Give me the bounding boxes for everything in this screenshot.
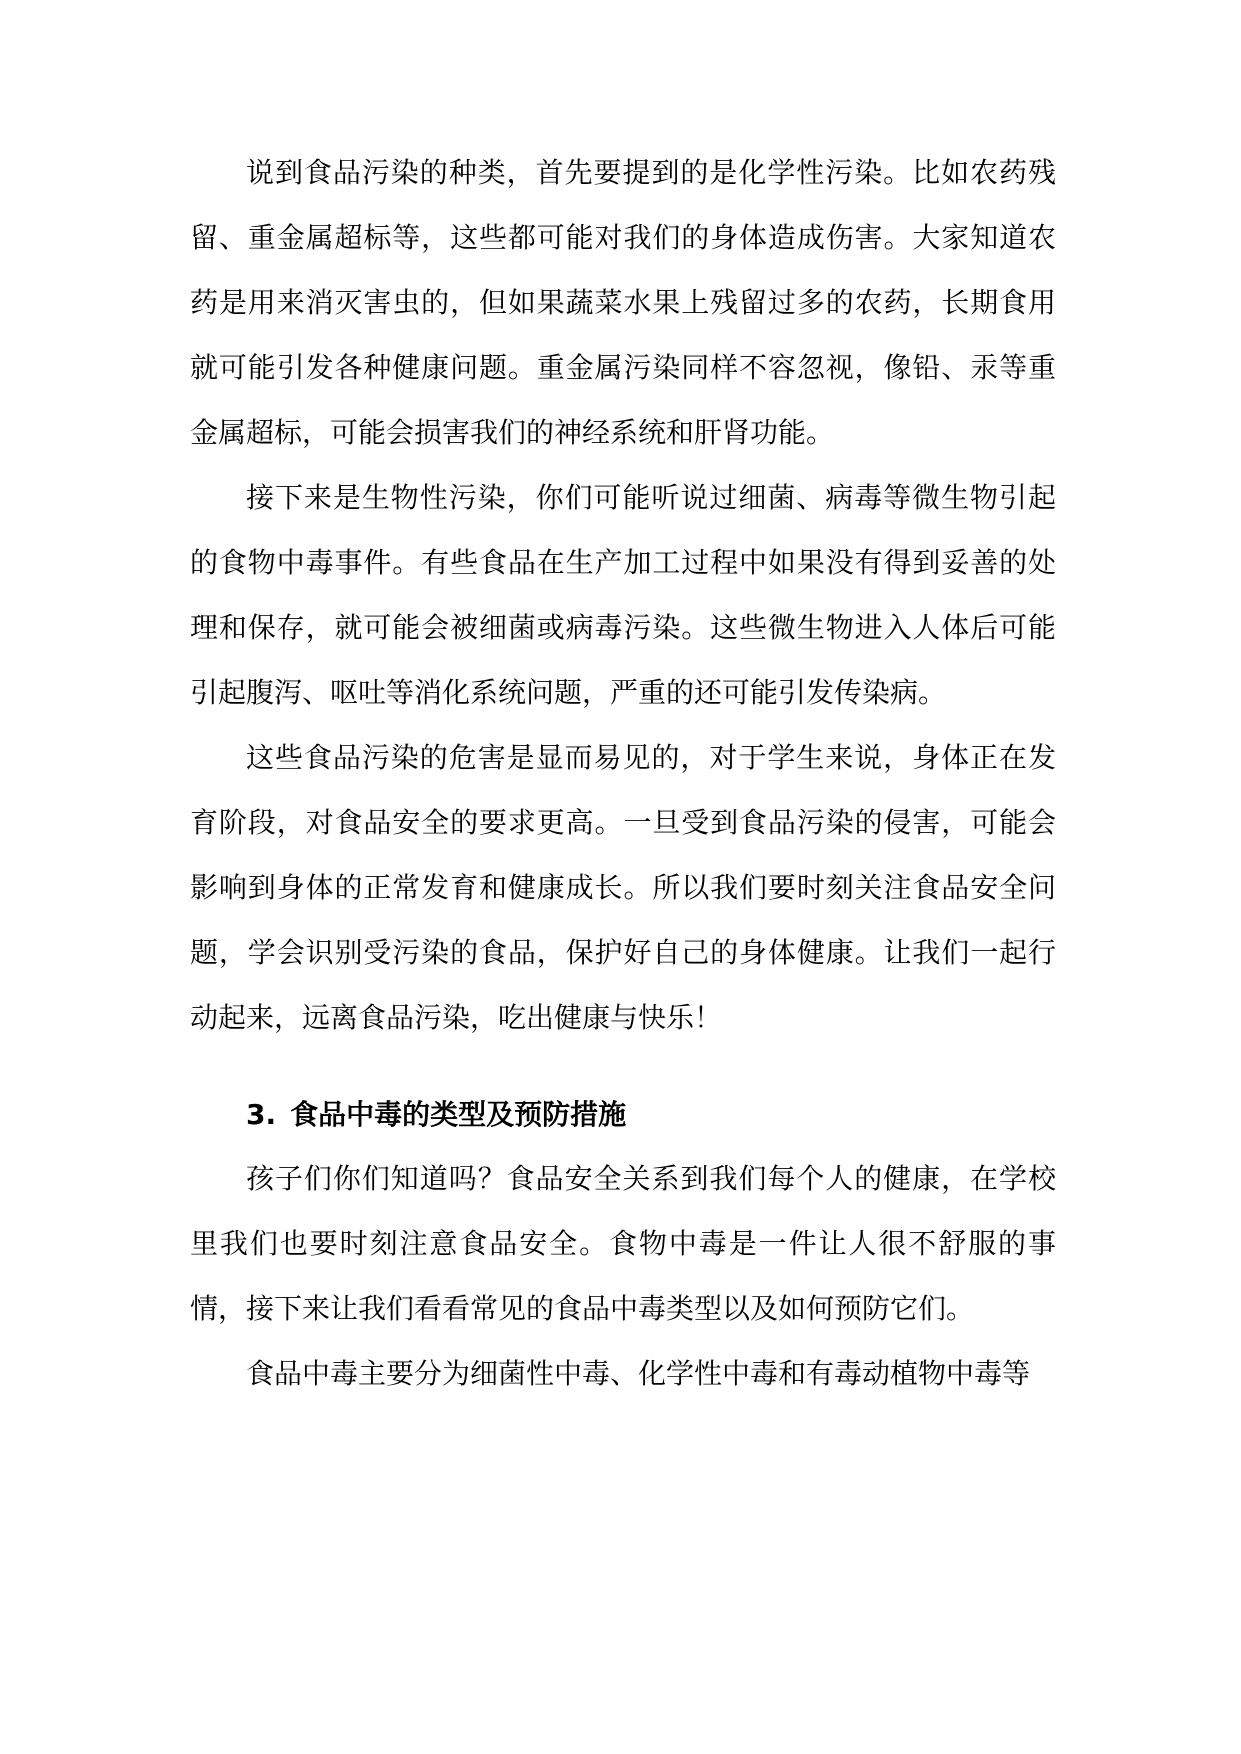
paragraph-food-safety-intro: 孩子们你们知道吗？食品安全关系到我们每个人的健康，在学校里我们也要时刻注意食品安全。食物中毒是一件让人很不舒服的事情，接下来让我们看看常见的食品中毒类型以及如何预防它们。 bbox=[190, 1162, 1056, 1325]
section-number: 3. bbox=[246, 1098, 277, 1131]
paragraph-chemical-pollution: 说到食品污染的种类，首先要提到的是化学性污染。比如农药残留、重金属超标等，这些都可能对我们的身体造成伤害。大家知道农药是用来消灭害虫的，但如果蔬菜水果上残留过多的农药，长期食用就可能引发各种健康问题。重金属污染同样不容忽视，像铅、汞等重金属超标，可能会损害我们的神经系统和肝肾功能。 bbox=[190, 156, 1056, 449]
section-title: 食品中毒的类型及预防措施 bbox=[290, 1098, 627, 1131]
paragraph-biological-pollution: 接下来是生物性污染，你们可能听说过细菌、病毒等微生物引起的食物中毒事件。有些食品在生产加工过程中如果没有得到妥善的处理和保存，就可能会被细菌或病毒污染。这些微生物进入人体后可能引起腹泻、呕吐等消化系统问题，严重的还可能引发传染病。 bbox=[190, 481, 1056, 709]
paragraph-pollution-harm: 这些食品污染的危害是显而易见的，对于学生来说，身体正在发育阶段，对食品安全的要求更高。一旦受到食品污染的侵害，可能会影响到身体的正常发育和健康成长。所以我们要时刻关注食品安全问题，学会识别受污染的食品，保护好自己的身体健康。让我们一起行动起来，远离食品污染，吃出健康与快乐！ bbox=[190, 741, 1056, 1034]
paragraph-poisoning-types: 食品中毒主要分为细菌性中毒、化学性中毒和有毒动植物中毒等 bbox=[246, 1357, 1031, 1390]
section-heading bbox=[190, 1084, 1056, 1146]
document-body bbox=[190, 140, 1056, 1406]
